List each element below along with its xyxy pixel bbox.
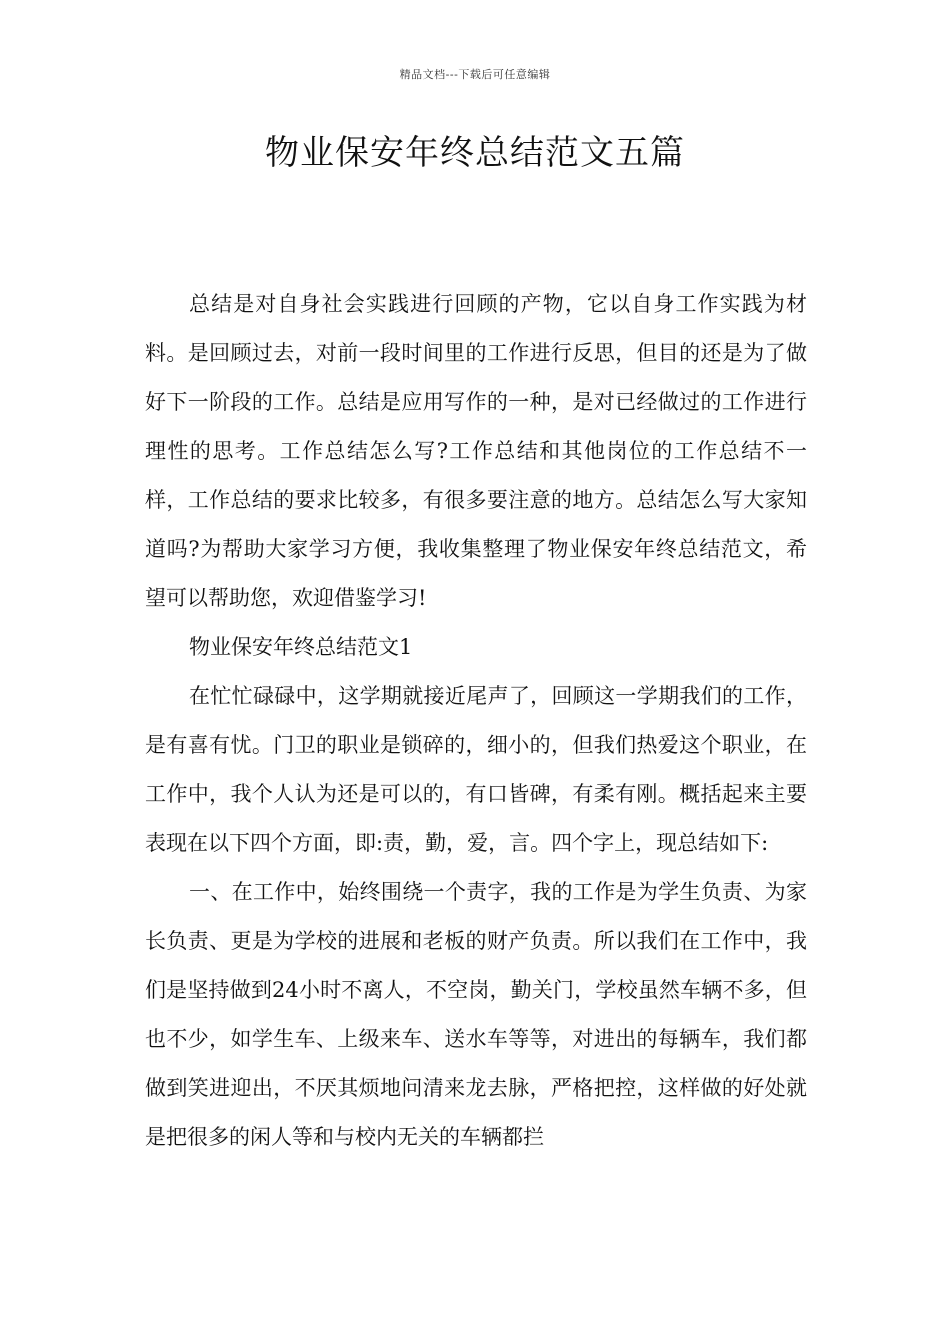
section-heading: 物业保安年终总结范文1 (189, 635, 413, 659)
document-title: 物业保安年终总结范文五篇 (265, 133, 685, 173)
document-body (145, 280, 807, 1162)
intro-paragraph: 总结是对自身社会实践进行回顾的产物，它以自身工作实践为材料。是回顾过去，对前一段时间里的工作进行反思，但目的还是为了做好下一阶段的工作。总结是应用写作的一种，是对已经做过的工作进行理性的思考。工作总结怎么写?工作总结和其他岗位的工作总结不一样，工作总结的要求比较多，有很多要注意的地方。总结怎么写大家知道吗?为帮助大家学习方便，我收集整理了物业保安年终总结范文，希望可以帮助您，欢迎借鉴学习! (145, 292, 807, 610)
body-paragraph: 一、在工作中，始终围绕一个责字，我的工作是为学生负责、为家长负责、更是为学校的进展和老板的财产负责。所以我们在工作中，我们是坚持做到24小时不离人，不空岗，勤关门，学校虽然车辆不多，但也不少，如学生车、上级来车、送水车等等，对进出的每辆车，我们都做到笑进迎出，不厌其烦地问清来龙去脉，严格把控，这样做的好处就是把很多的闲人等和与校内无关的车辆都拦 (145, 880, 807, 1149)
body-paragraph: 在忙忙碌碌中，这学期就接近尾声了，回顾这一学期我们的工作，是有喜有忧。门卫的职业是锁碎的，细小的，但我们热爱这个职业，在工作中，我个人认为还是可以的，有口皆碑，有柔有刚。概括起来主要表现在以下四个方面，即:责，勤，爱，言。四个字上，现总结如下: (145, 684, 807, 855)
header-note: 精品文档---下载后可任意编辑 (399, 68, 551, 81)
